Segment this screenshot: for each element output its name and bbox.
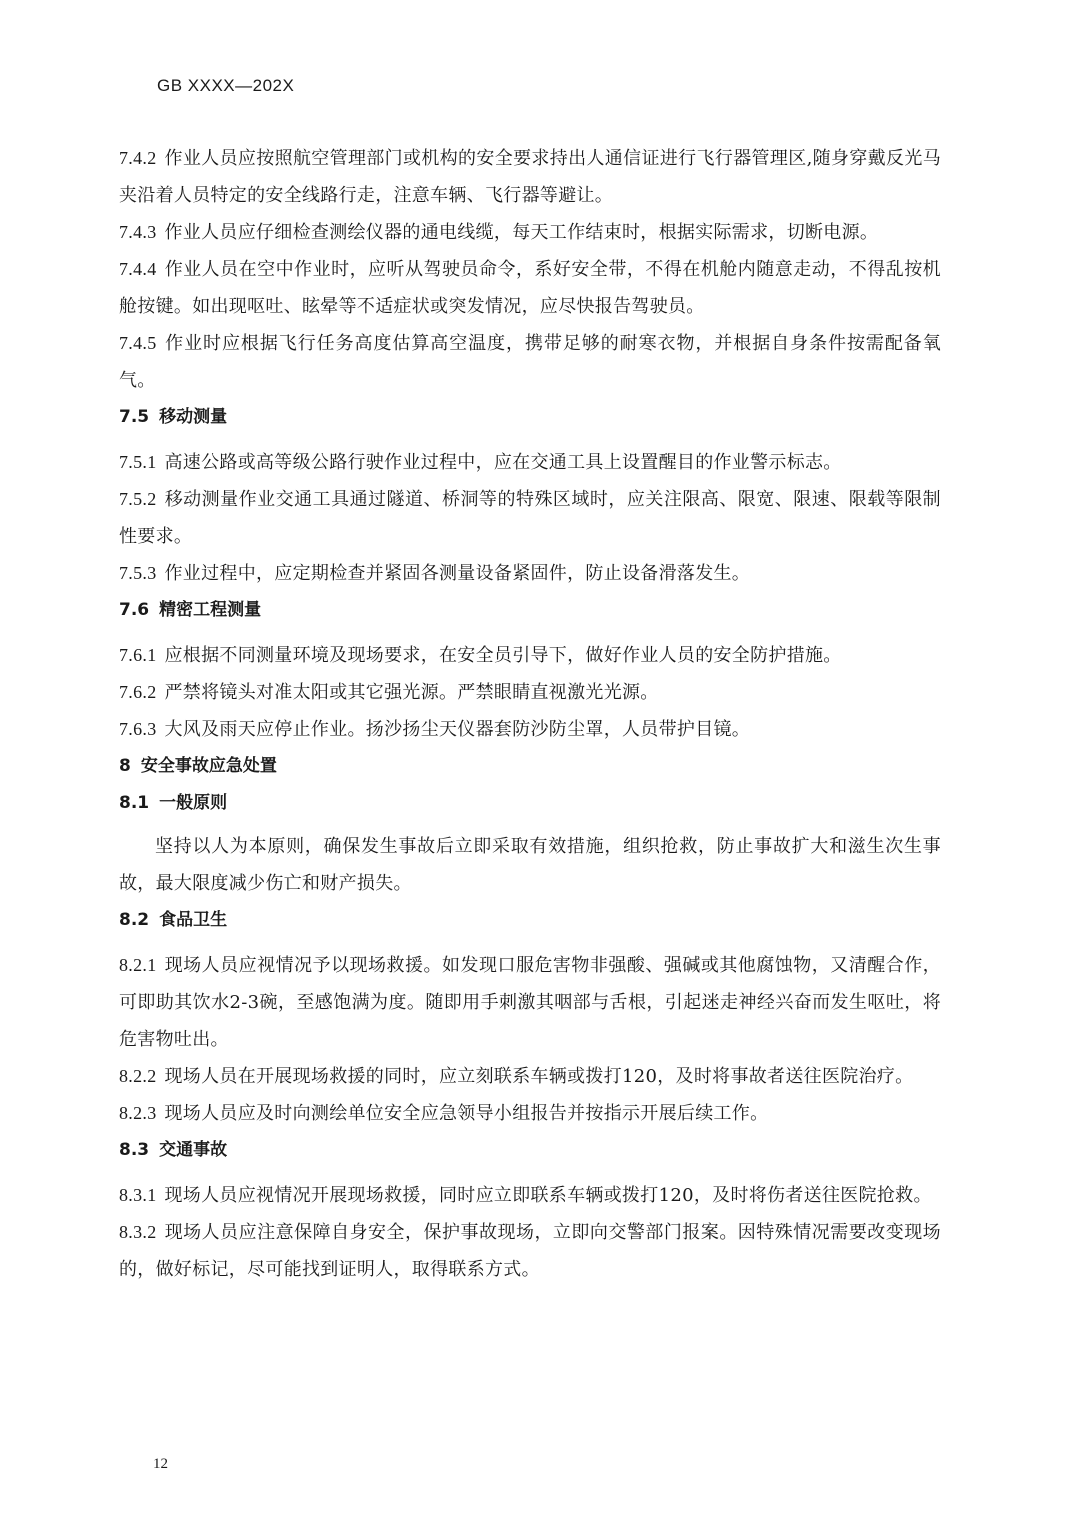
clause-text: 现场人员应注意保障自身安全，保护事故现场，立即向交警部门报案。因特殊情况需要改变现场的，做好标记，尽可能找到证明人，取得联系方式。 (119, 1222, 941, 1280)
clause-text: 作业过程中，应定期检查并紧固各测量设备紧固件，防止设备滑落发生。 (164, 563, 751, 584)
clause-text: 严禁将镜头对准太阳或其它强光源。严禁眼睛直视激光光源。 (164, 682, 659, 703)
section-number: 8.1 (119, 793, 150, 813)
clause-number: 7.5.3 (119, 563, 157, 583)
clause-paragraph (119, 251, 941, 325)
section-heading (119, 1132, 941, 1169)
clause-paragraph (119, 325, 941, 399)
section-title: 安全事故应急处置 (140, 756, 277, 776)
clause-paragraph (119, 947, 941, 1058)
clause-text: 现场人员应及时向测绘单位安全应急领导小组报告并按指示开展后续工作。 (164, 1103, 769, 1124)
document-code-header: GB XXXX—202X (157, 76, 295, 95)
clause-number: 8.3.2 (119, 1222, 157, 1242)
clause-number: 8.2.3 (119, 1103, 157, 1123)
clause-paragraph (119, 711, 941, 748)
clause-number: 8.3.1 (119, 1185, 157, 1205)
clause-paragraph (119, 1177, 941, 1214)
clause-text: 大风及雨天应停止作业。扬沙扬尘天仪器套防沙防尘罩，人员带护目镜。 (164, 719, 751, 740)
clause-number: 7.4.5 (119, 333, 157, 353)
clause-text: 作业人员应仔细检查测绘仪器的通电线缆，每天工作结束时，根据实际需求，切断电源。 (164, 222, 879, 243)
clause-text: 作业人员在空中作业时，应听从驾驶员命令，系好安全带，不得在机舱内随意走动，不得乱按机舱按键。如出现呕吐、眩晕等不适症状或突发情况，应尽快报告驾驶员。 (119, 259, 941, 317)
clause-paragraph (119, 828, 941, 902)
clause-text: 现场人员在开展现场救援的同时，应立刻联系车辆或拨打120，及时将事故者送往医院治疗。 (164, 1066, 914, 1087)
clause-text: 坚持以人为本原则，确保发生事故后立即采取有效措施，组织抢救，防止事故扩大和滋生次生事故，最大限度减少伤亡和财产损失。 (119, 836, 941, 894)
document-body (119, 140, 941, 1288)
section-number: 8.2 (119, 910, 150, 930)
clause-number: 7.6.2 (119, 682, 157, 702)
clause-text: 高速公路或高等级公路行驶作业过程中，应在交通工具上设置醒目的作业警示标志。 (164, 452, 842, 473)
section-number: 8.3 (119, 1140, 150, 1160)
clause-text: 作业人员应按照航空管理部门或机构的安全要求持出人通信证进行飞行器管理区,随身穿戴反光马夹沿着人员特定的安全线路行走，注意车辆、飞行器等避让。 (119, 148, 941, 206)
clause-number: 8.2.1 (119, 955, 157, 975)
section-heading (119, 592, 941, 629)
clause-paragraph (119, 140, 941, 214)
clause-paragraph (119, 444, 941, 481)
section-title: 移动测量 (159, 407, 228, 427)
clause-paragraph (119, 637, 941, 674)
clause-text: 现场人员应视情况予以现场救援。如发现口服危害物非强酸、强碱或其他腐蚀物，又清醒合作，可即助其饮水2-3碗，至感饱满为度。随即用手刺激其咽部与舌根，引起迷走神经兴奋而发生呕吐，将危害物吐出。 (119, 955, 941, 1050)
clause-text: 应根据不同测量环境及现场要求，在安全员引导下，做好作业人员的安全防护措施。 (164, 645, 842, 666)
section-heading (119, 902, 941, 939)
section-title: 食品卫生 (159, 910, 228, 930)
clause-number: 8.2.2 (119, 1066, 157, 1086)
section-number: 7.6 (119, 600, 150, 620)
clause-paragraph (119, 1095, 941, 1132)
clause-paragraph (119, 481, 941, 555)
clause-number: 7.6.1 (119, 645, 157, 665)
clause-number: 7.4.4 (119, 259, 157, 279)
clause-text: 作业时应根据飞行任务高度估算高空温度，携带足够的耐寒衣物，并根据自身条件按需配备氧气。 (119, 333, 941, 391)
clause-paragraph (119, 1058, 941, 1095)
section-heading (119, 748, 941, 785)
section-title: 一般原则 (159, 793, 228, 813)
clause-number: 7.4.3 (119, 222, 157, 242)
clause-number: 7.4.2 (119, 148, 157, 168)
clause-text: 移动测量作业交通工具通过隧道、桥洞等的特殊区域时，应关注限高、限宽、限速、限载等限制性要求。 (119, 489, 941, 547)
clause-paragraph (119, 214, 941, 251)
clause-paragraph (119, 674, 941, 711)
clause-text: 现场人员应视情况开展现场救援，同时应立即联系车辆或拨打120，及时将伤者送往医院抢救。 (164, 1185, 932, 1206)
section-heading (119, 399, 941, 436)
page-number: 12 (153, 1456, 168, 1472)
section-title: 交通事故 (159, 1140, 228, 1160)
section-number: 7.5 (119, 407, 150, 427)
clause-number: 7.5.2 (119, 489, 157, 509)
clause-paragraph (119, 555, 941, 592)
section-number: 8 (119, 756, 131, 776)
clause-number: 7.5.1 (119, 452, 157, 472)
section-title: 精密工程测量 (159, 600, 262, 620)
clause-number: 7.6.3 (119, 719, 157, 739)
section-heading (119, 785, 941, 822)
clause-paragraph (119, 1214, 941, 1288)
